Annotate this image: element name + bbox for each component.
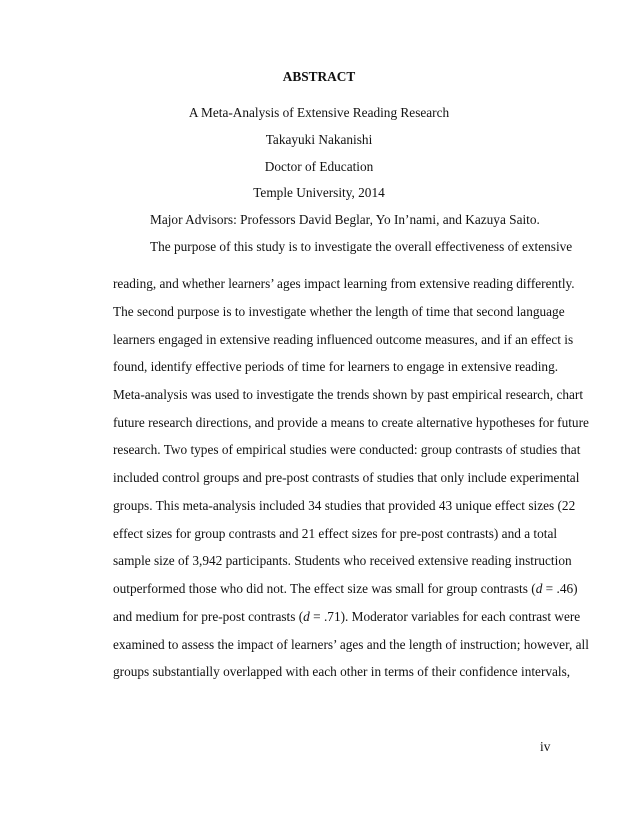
page-number: iv <box>540 739 551 754</box>
author-name: Takayuki Nakanishi <box>265 132 373 147</box>
abstract-line: sample size of 3,942 participants. Students who received extensive reading instruction <box>113 553 572 568</box>
abstract-line: examined to assess the impact of learners’ ages and the length of instruction; however, all <box>113 637 589 652</box>
effect-size-symbol: d <box>303 609 310 624</box>
text-run: = .71). Moderator variables for each contrast were <box>309 609 581 624</box>
abstract-line <box>113 609 581 625</box>
degree-name: Doctor of Education <box>264 159 374 174</box>
abstract-line: reading, and whether learners’ ages impact learning from extensive reading differently. <box>113 276 575 291</box>
abstract-line: groups. This meta-analysis included 34 studies that provided 43 unique effect sizes (22 <box>113 498 576 513</box>
abstract-line: effect sizes for group contrasts and 21 effect sizes for pre-post contrasts) and a total <box>113 526 558 541</box>
abstract-line: included control groups and pre-post contrasts of studies that only include experimental <box>113 470 580 485</box>
advisors-line: Major Advisors: Professors David Beglar, Yo In’nami, and Kazuya Saito. <box>150 212 540 227</box>
abstract-line: groups substantially overlapped with each other in terms of their confidence intervals, <box>113 664 571 679</box>
text-run: and medium for pre-post contrasts ( <box>113 609 304 624</box>
university-year: Temple University, 2014 <box>253 185 385 200</box>
dissertation-title: A Meta-Analysis of Extensive Reading Research <box>188 105 450 120</box>
abstract-line: future research directions, and provide a means to create alternative hypotheses for future <box>113 415 589 430</box>
abstract-line: research. Two types of empirical studies were conducted: group contrasts of studies that <box>113 442 581 457</box>
abstract-line: learners engaged in extensive reading influenced outcome measures, and if an effect is <box>113 332 574 347</box>
abstract-line: The second purpose is to investigate whether the length of time that second language <box>113 304 565 319</box>
abstract-line: The purpose of this study is to investigate the overall effectiveness of extensive <box>150 239 573 254</box>
abstract-title: ABSTRACT <box>282 69 356 84</box>
abstract-line: Meta-analysis was used to investigate the trends shown by past empirical research, chart <box>113 387 584 402</box>
abstract-line <box>113 581 578 597</box>
text-run: outperformed those who did not. The effect size was small for group contrasts ( <box>113 581 536 596</box>
text-run: = .46) <box>542 581 578 596</box>
abstract-line: found, identify effective periods of time for learners to engage in extensive reading. <box>113 359 559 374</box>
effect-size-symbol: d <box>535 581 543 596</box>
